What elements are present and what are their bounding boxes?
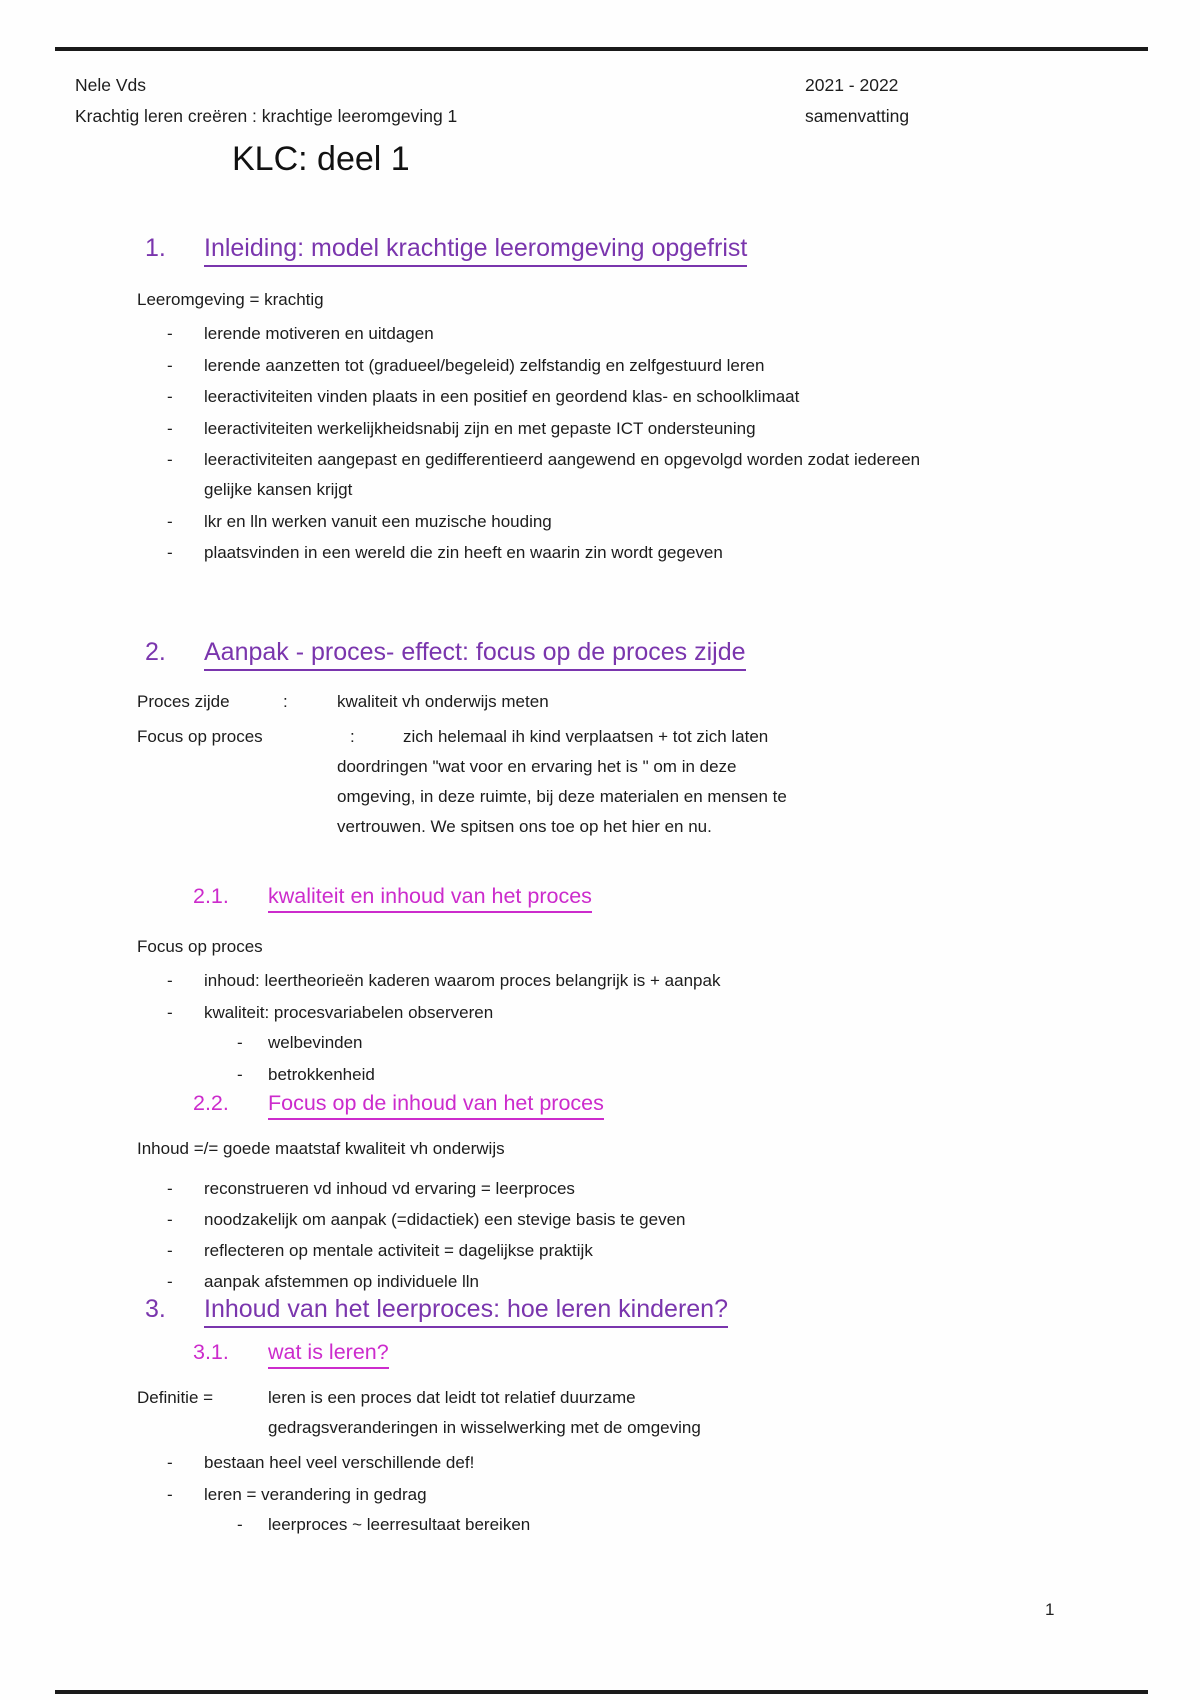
section-number: 1. (145, 234, 166, 262)
bullet-dash: - (167, 324, 173, 343)
bullet-text: plaatsvinden in een wereld die zin heeft en waarin zin wordt gegeven (204, 543, 723, 562)
list-item (237, 1028, 375, 1058)
bullet-text: kwaliteit: procesvariabelen observeren (204, 1002, 494, 1022)
section-heading-text: Aanpak - proces- effect: focus op de proces zijde (204, 638, 746, 671)
section-2-2-lead: Inhoud =/= goede maatstaf kwaliteit vh onderwijs (137, 1139, 505, 1158)
bullet-text: bestaan heel veel verschillende def! (204, 1453, 475, 1472)
bullet-dash: - (167, 1453, 173, 1472)
definition-term: Proces zijde (137, 692, 230, 711)
section-2-1-heading (193, 884, 592, 913)
bullet-text: leeractiviteiten aangepast en gedifferentieerd aangewend en opgevolgd worden zodat iedereen gelijke kansen krijgt (204, 450, 921, 499)
document-header-right (805, 70, 909, 132)
section-number: 3.1. (193, 1340, 229, 1364)
section-heading-text: kwaliteit en inhoud van het proces (268, 884, 592, 913)
list-item (167, 1236, 686, 1266)
bullet-text: betrokkenheid (268, 1064, 375, 1084)
bullet-dash: - (167, 387, 173, 406)
bullet-text: lerende aanzetten tot (gradueel/begeleid) zelfstandig en zelfgestuurd leren (204, 355, 765, 375)
bullet-dash: - (167, 355, 173, 375)
bullet-dash: - (167, 418, 173, 438)
bullet-text: lkr en lln werken vanuit een muzische houding (204, 511, 552, 531)
list-item (167, 1205, 686, 1235)
definition-colon: : (350, 727, 355, 746)
bullet-dash: - (237, 1033, 243, 1052)
section-2-heading (145, 638, 746, 671)
section-2-1-bullet-list (167, 966, 720, 1028)
list-item (237, 1060, 375, 1090)
definition-text-line: vertrouwen. We spitsen ons toe op het hier en nu. (337, 817, 712, 836)
document-type: samenvatting (805, 106, 910, 126)
bullet-dash: - (167, 1210, 173, 1229)
school-year: 2021 - 2022 (805, 75, 899, 95)
section-3-heading (145, 1295, 728, 1328)
definition-colon: : (283, 692, 288, 711)
bullet-text: reflecteren op mentale activiteit = dagelijkse praktijk (204, 1241, 593, 1260)
list-item (237, 1510, 530, 1540)
bullet-text: leerproces ~ leerresultaat bereiken (268, 1515, 531, 1534)
bullet-text: inhoud: leertheorieën kaderen waarom proces belangrijk is + aanpak (204, 971, 721, 990)
section-heading-text: Inleiding: model krachtige leeromgeving opgefrist (204, 234, 747, 267)
list-item (167, 507, 924, 537)
definition-term: Definitie = (137, 1388, 214, 1407)
course-title: Krachtig leren creëren : krachtige leeromgeving 1 (75, 106, 458, 126)
section-2-2-bullet-list (167, 1174, 686, 1297)
bullet-text: welbevinden (268, 1033, 363, 1052)
bullet-dash: - (167, 543, 173, 562)
bullet-text: leeractiviteiten vinden plaats in een positief en geordend klas- en schoolklimaat (204, 387, 800, 406)
section-number: 2.1. (193, 884, 229, 908)
author-name: Nele Vds (75, 75, 147, 95)
bullet-text: aanpak afstemmen op individuele lln (204, 1272, 480, 1291)
bullet-dash: - (167, 971, 173, 990)
document-header-left (75, 70, 457, 132)
section-3-1-sub-bullet-list (237, 1510, 530, 1540)
definition-text-line: gedragsveranderingen in wisselwerking met de omgeving (268, 1418, 701, 1437)
list-item (167, 1174, 686, 1204)
bottom-border-line (55, 1690, 1148, 1694)
definition-text-line: leren is een proces dat leidt tot relatief duurzame (268, 1388, 636, 1407)
section-heading-text: Focus op de inhoud van het proces (268, 1091, 604, 1120)
definition-text-line: zich helemaal ih kind verplaatsen + tot zich laten (403, 727, 769, 746)
list-item (167, 445, 924, 505)
section-1-lead: Leeromgeving = krachtig (137, 290, 324, 309)
list-item (167, 382, 924, 412)
bullet-text: leeractiviteiten werkelijkheidsnabij zijn en met gepaste ICT ondersteuning (204, 418, 756, 438)
section-2-1-lead: Focus op proces (137, 937, 263, 956)
bullet-dash: - (237, 1064, 243, 1084)
bullet-dash: - (237, 1515, 243, 1534)
bullet-text: leren = verandering in gedrag (204, 1484, 427, 1504)
section-1-bullet-list (167, 319, 924, 568)
bullet-dash: - (167, 450, 173, 469)
list-item (167, 319, 924, 349)
page-number: 1 (1045, 1600, 1055, 1619)
list-item (167, 1267, 686, 1297)
bullet-text: noodzakelijk om aanpak (=didactiek) een stevige basis te geven (204, 1210, 686, 1229)
bullet-text: lerende motiveren en uitdagen (204, 324, 434, 343)
section-1-heading (145, 234, 747, 267)
section-number: 2. (145, 638, 166, 666)
definition-text: kwaliteit vh onderwijs meten (337, 692, 549, 711)
bullet-dash: - (167, 1002, 173, 1022)
section-heading-text: Inhoud van het leerproces: hoe leren kinderen? (204, 1295, 728, 1328)
bullet-text: reconstrueren vd inhoud vd ervaring = leerproces (204, 1179, 575, 1198)
list-item (167, 1480, 474, 1510)
list-item (167, 998, 720, 1028)
section-2-1-sub-bullet-list (237, 1028, 375, 1090)
bullet-dash: - (167, 1179, 173, 1198)
bullet-dash: - (167, 1484, 173, 1504)
section-heading-text: wat is leren? (268, 1340, 389, 1369)
list-item (167, 414, 924, 444)
list-item (167, 538, 924, 568)
definition-text-line: doordringen "wat voor en ervaring het is " om in deze (337, 757, 737, 776)
bullet-dash: - (167, 1272, 173, 1291)
list-item (167, 1448, 474, 1478)
section-3-1-heading (193, 1340, 389, 1369)
list-item (167, 351, 924, 381)
section-number: 2.2. (193, 1091, 229, 1115)
page-title: KLC: deel 1 (232, 140, 410, 178)
definition-text-line: omgeving, in deze ruimte, bij deze materialen en mensen te (337, 787, 787, 806)
bullet-dash: - (167, 1241, 173, 1260)
list-item (167, 966, 720, 996)
section-3-1-bullet-list (167, 1448, 474, 1510)
top-border-line (55, 47, 1148, 51)
section-2-2-heading (193, 1091, 604, 1120)
bullet-dash: - (167, 511, 173, 531)
section-number: 3. (145, 1295, 166, 1323)
definition-term: Focus op proces (137, 727, 263, 746)
